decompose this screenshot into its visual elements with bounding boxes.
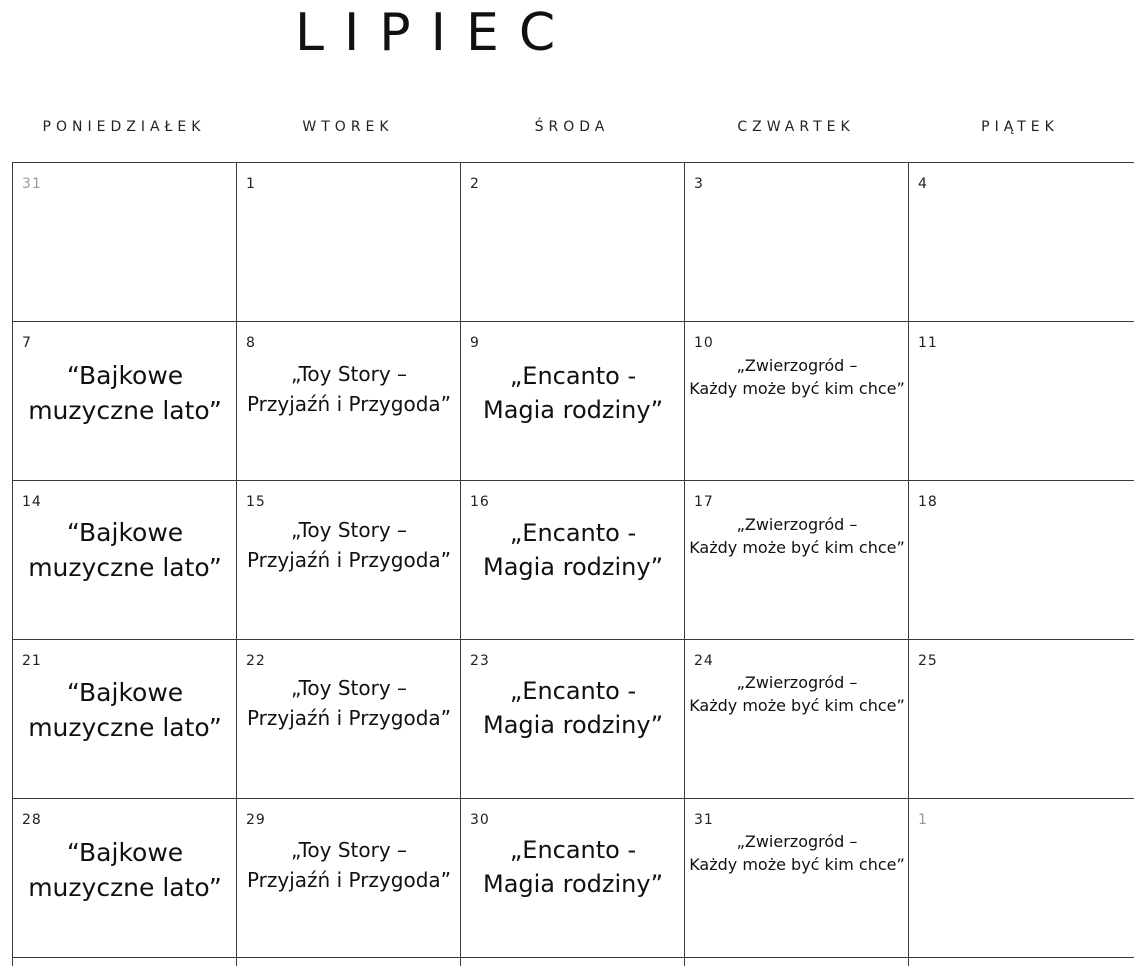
day-number: 1 bbox=[918, 812, 928, 828]
event-title-monday[interactable] bbox=[13, 675, 237, 745]
calendar-day-cell[interactable] bbox=[12, 321, 237, 481]
event-title-line: Magia rodziny” bbox=[482, 396, 664, 424]
day-number: 15 bbox=[246, 494, 266, 510]
event-title-monday[interactable] bbox=[13, 835, 237, 905]
day-number: 25 bbox=[918, 653, 938, 669]
event-title-line: „Zwierzogród – bbox=[736, 673, 858, 692]
calendar-day-cell-partial bbox=[684, 957, 909, 966]
event-title-tuesday[interactable] bbox=[237, 515, 461, 575]
event-title-line: Każdy może być kim chce” bbox=[689, 379, 905, 398]
calendar-day-cell[interactable] bbox=[236, 480, 461, 640]
calendar-day-cell[interactable] bbox=[684, 798, 909, 958]
event-title-thursday[interactable] bbox=[685, 354, 909, 400]
event-title-thursday[interactable] bbox=[685, 513, 909, 559]
calendar-day-cell[interactable] bbox=[908, 480, 1134, 640]
event-title-line: „Toy Story – bbox=[290, 518, 408, 542]
event-title-tuesday[interactable] bbox=[237, 835, 461, 895]
event-title-line: „Encanto - bbox=[509, 362, 637, 390]
event-title-wednesday[interactable] bbox=[461, 674, 685, 742]
event-title-tuesday[interactable] bbox=[237, 673, 461, 733]
calendar-day-cell[interactable] bbox=[908, 639, 1134, 799]
calendar-day-cell-partial bbox=[460, 957, 685, 966]
event-title-monday[interactable] bbox=[13, 358, 237, 428]
event-title-line: „Zwierzogród – bbox=[736, 356, 858, 375]
day-number: 4 bbox=[918, 176, 928, 192]
day-number: 30 bbox=[470, 812, 490, 828]
calendar-day-cell-partial bbox=[908, 957, 1134, 966]
calendar-day-cell[interactable] bbox=[908, 321, 1134, 481]
day-number: 23 bbox=[470, 653, 490, 669]
day-number: 18 bbox=[918, 494, 938, 510]
event-title-thursday[interactable] bbox=[685, 671, 909, 717]
calendar-day-cell[interactable] bbox=[236, 639, 461, 799]
event-title-tuesday[interactable] bbox=[237, 359, 461, 419]
event-title-line: Każdy może być kim chce” bbox=[689, 855, 905, 874]
day-number: 1 bbox=[246, 176, 256, 192]
event-title-line: muzyczne lato” bbox=[28, 873, 222, 902]
calendar-day-cell[interactable] bbox=[460, 480, 685, 640]
event-title-line: Przyjaźń i Przygoda” bbox=[246, 706, 452, 730]
event-title-line: Każdy może być kim chce” bbox=[689, 696, 905, 715]
day-number: 21 bbox=[22, 653, 42, 669]
calendar-day-cell[interactable] bbox=[684, 321, 909, 481]
calendar-grid bbox=[12, 162, 1138, 966]
day-number: 3 bbox=[694, 176, 704, 192]
day-number: 17 bbox=[694, 494, 714, 510]
event-title-line: “Bajkowe bbox=[66, 678, 184, 707]
calendar-day-cell[interactable] bbox=[460, 162, 685, 322]
calendar-day-cell[interactable] bbox=[236, 162, 461, 322]
event-title-line: Magia rodziny” bbox=[482, 711, 664, 739]
calendar-day-cell[interactable] bbox=[460, 321, 685, 481]
event-title-line: „Toy Story – bbox=[290, 676, 408, 700]
day-number: 22 bbox=[246, 653, 266, 669]
event-title-line: Każdy może być kim chce” bbox=[689, 538, 905, 557]
weekday-monday: PONIEDZIAŁEK bbox=[42, 119, 206, 135]
calendar-day-cell-partial bbox=[236, 957, 461, 966]
weekday-tuesday: WTOREK bbox=[302, 119, 394, 135]
day-number: 8 bbox=[246, 335, 256, 351]
event-title-line: „Zwierzogród – bbox=[736, 515, 858, 534]
event-title-wednesday[interactable] bbox=[461, 833, 685, 901]
day-number: 7 bbox=[22, 335, 32, 351]
event-title-line: „Encanto - bbox=[509, 519, 637, 547]
event-title-line: muzyczne lato” bbox=[28, 713, 222, 742]
calendar-day-cell[interactable] bbox=[12, 162, 237, 322]
weekday-header-row bbox=[12, 119, 1132, 139]
calendar-day-cell[interactable] bbox=[12, 639, 237, 799]
day-number: 29 bbox=[246, 812, 266, 828]
calendar-day-cell[interactable] bbox=[908, 162, 1134, 322]
calendar-day-cell[interactable] bbox=[236, 321, 461, 481]
calendar-day-cell[interactable] bbox=[684, 639, 909, 799]
event-title-line: “Bajkowe bbox=[66, 518, 184, 547]
event-title-line: muzyczne lato” bbox=[28, 553, 222, 582]
weekday-friday: PIĄTEK bbox=[981, 119, 1059, 135]
day-number: 24 bbox=[694, 653, 714, 669]
event-title-line: “Bajkowe bbox=[66, 361, 184, 390]
day-number: 14 bbox=[22, 494, 42, 510]
calendar-day-cell[interactable] bbox=[12, 480, 237, 640]
calendar-day-cell[interactable] bbox=[684, 480, 909, 640]
event-title-monday[interactable] bbox=[13, 515, 237, 585]
event-title-line: „Encanto - bbox=[509, 836, 637, 864]
event-title-wednesday[interactable] bbox=[461, 516, 685, 584]
day-number: 11 bbox=[918, 335, 938, 351]
event-title-line: Przyjaźń i Przygoda” bbox=[246, 392, 452, 416]
weekday-wednesday: ŚRODA bbox=[534, 119, 610, 135]
event-title-line: Przyjaźń i Przygoda” bbox=[246, 548, 452, 572]
calendar-day-cell[interactable] bbox=[460, 798, 685, 958]
event-title-line: „Toy Story – bbox=[290, 838, 408, 862]
day-number: 31 bbox=[694, 812, 714, 828]
event-title-line: „Encanto - bbox=[509, 677, 637, 705]
event-title-line: muzyczne lato” bbox=[28, 396, 222, 425]
event-title-line: Przyjaźń i Przygoda” bbox=[246, 868, 452, 892]
calendar-day-cell-partial bbox=[12, 957, 237, 966]
event-title-line: Magia rodziny” bbox=[482, 870, 664, 898]
event-title-line: “Bajkowe bbox=[66, 838, 184, 867]
day-number: 2 bbox=[470, 176, 480, 192]
calendar-day-cell[interactable] bbox=[236, 798, 461, 958]
event-title-line: „Toy Story – bbox=[290, 362, 408, 386]
day-number: 9 bbox=[470, 335, 480, 351]
weekday-thursday: CZWARTEK bbox=[737, 119, 855, 135]
event-title-line: „Zwierzogród – bbox=[736, 832, 858, 851]
day-number: 28 bbox=[22, 812, 42, 828]
calendar-day-cell[interactable] bbox=[460, 639, 685, 799]
calendar-day-cell[interactable] bbox=[684, 162, 909, 322]
day-number: 16 bbox=[470, 494, 490, 510]
calendar-day-cell[interactable] bbox=[908, 798, 1134, 958]
calendar-day-cell[interactable] bbox=[12, 798, 237, 958]
day-number: 10 bbox=[694, 335, 714, 351]
event-title-line: Magia rodziny” bbox=[482, 553, 664, 581]
event-title-wednesday[interactable] bbox=[461, 359, 685, 427]
day-number: 31 bbox=[22, 176, 42, 192]
month-title: LIPIEC bbox=[295, 3, 576, 63]
event-title-thursday[interactable] bbox=[685, 830, 909, 876]
